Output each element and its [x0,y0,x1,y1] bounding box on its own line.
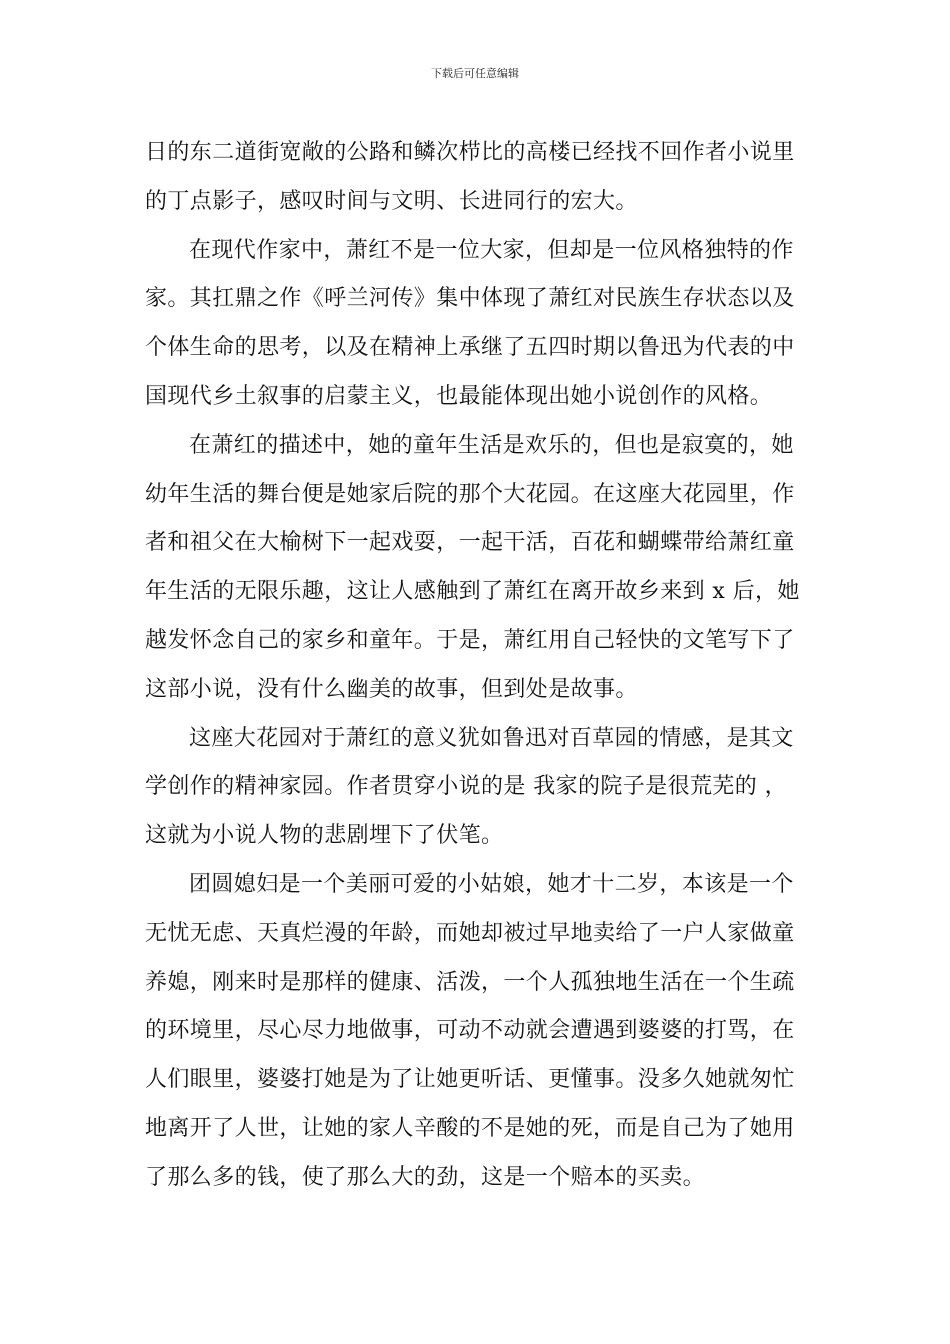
paragraph [145,129,807,227]
text-line: 者和祖父在大榆树下一起戏耍，一起干活，百花和蝴蝶带给萧红童 [145,530,795,556]
text-line: 这座大花园对于萧红的意义犹如鲁迅对百草园的情感，是其文 [189,725,794,751]
paragraph [145,715,807,861]
text-line: 团圆媳妇是一个美丽可爱的小姑娘，她才十二岁，本该是一个 [189,871,794,897]
text-line: 这部小说，没有什么幽美的故事，但到处是故事。 [145,676,638,702]
text-line: 个体生命的思考，以及在精神上承继了五四时期以鲁迅为代表的中 [145,335,795,361]
text-line: 无忧无虑、天真烂漫的年龄，而她却被过早地卖给了一户人家做童 [145,920,795,946]
text-line: 在萧红的描述中，她的童年生活是欢乐的，但也是寂寞的，她 [189,432,794,458]
paragraph [145,227,807,422]
text-line: 的丁点影子，感叹时间与文明、长进同行的宏大。 [145,188,638,214]
text-line: 了那么多的钱，使了那么大的劲，这是一个赔本的买卖。 [145,1164,706,1190]
text-line: 养媳，刚来时是那样的健康、活泼，一个人孤独地生活在一个生疏 [145,969,795,995]
text-line: 的环境里，尽心尽力地做事，可动不动就会遭遇到婆婆的打骂，在 [145,1018,795,1044]
text-line: 这就为小说人物的悲剧埋下了伏笔。 [145,823,504,849]
document-body [145,129,807,1203]
text-line: 在现代作家中，萧红不是一位大家，但却是一位风格独特的作 [189,237,794,263]
page-header: 下载后可任意编辑 [431,67,519,80]
text-line: 家。其扛鼎之作《呼兰河传》集中体现了萧红对民族生存状态以及 [145,286,795,312]
text-line: 日的东二道街宽敞的公路和鳞次栉比的高楼已经找不回作者小说里 [145,140,795,165]
text-line: 地离开了人世，让她的家人辛酸的不是她的死，而是自己为了她用 [145,1115,795,1141]
text-line: 年生活的无限乐趣，这让人感触到了萧红在离开故乡来到 x 后，她 [145,579,800,605]
paragraph [145,861,807,1203]
text-line: 人们眼里，婆婆打她是为了让她更听话、更懂事。没多久她就匆忙 [145,1067,795,1093]
text-line: 国现代乡土叙事的启蒙主义，也最能体现出她小说创作的风格。 [145,383,773,409]
text-line: 幼年生活的舞台便是她家后院的那个大花园。在这座大花园里，作 [145,481,795,507]
paragraph [145,422,807,715]
text-line: 越发怀念自己的家乡和童年。于是，萧红用自己轻快的文笔写下了 [145,627,795,653]
text-line: 学创作的精神家园。作者贯穿小说的是 我家的院子是很荒芜的 ， [145,774,787,800]
